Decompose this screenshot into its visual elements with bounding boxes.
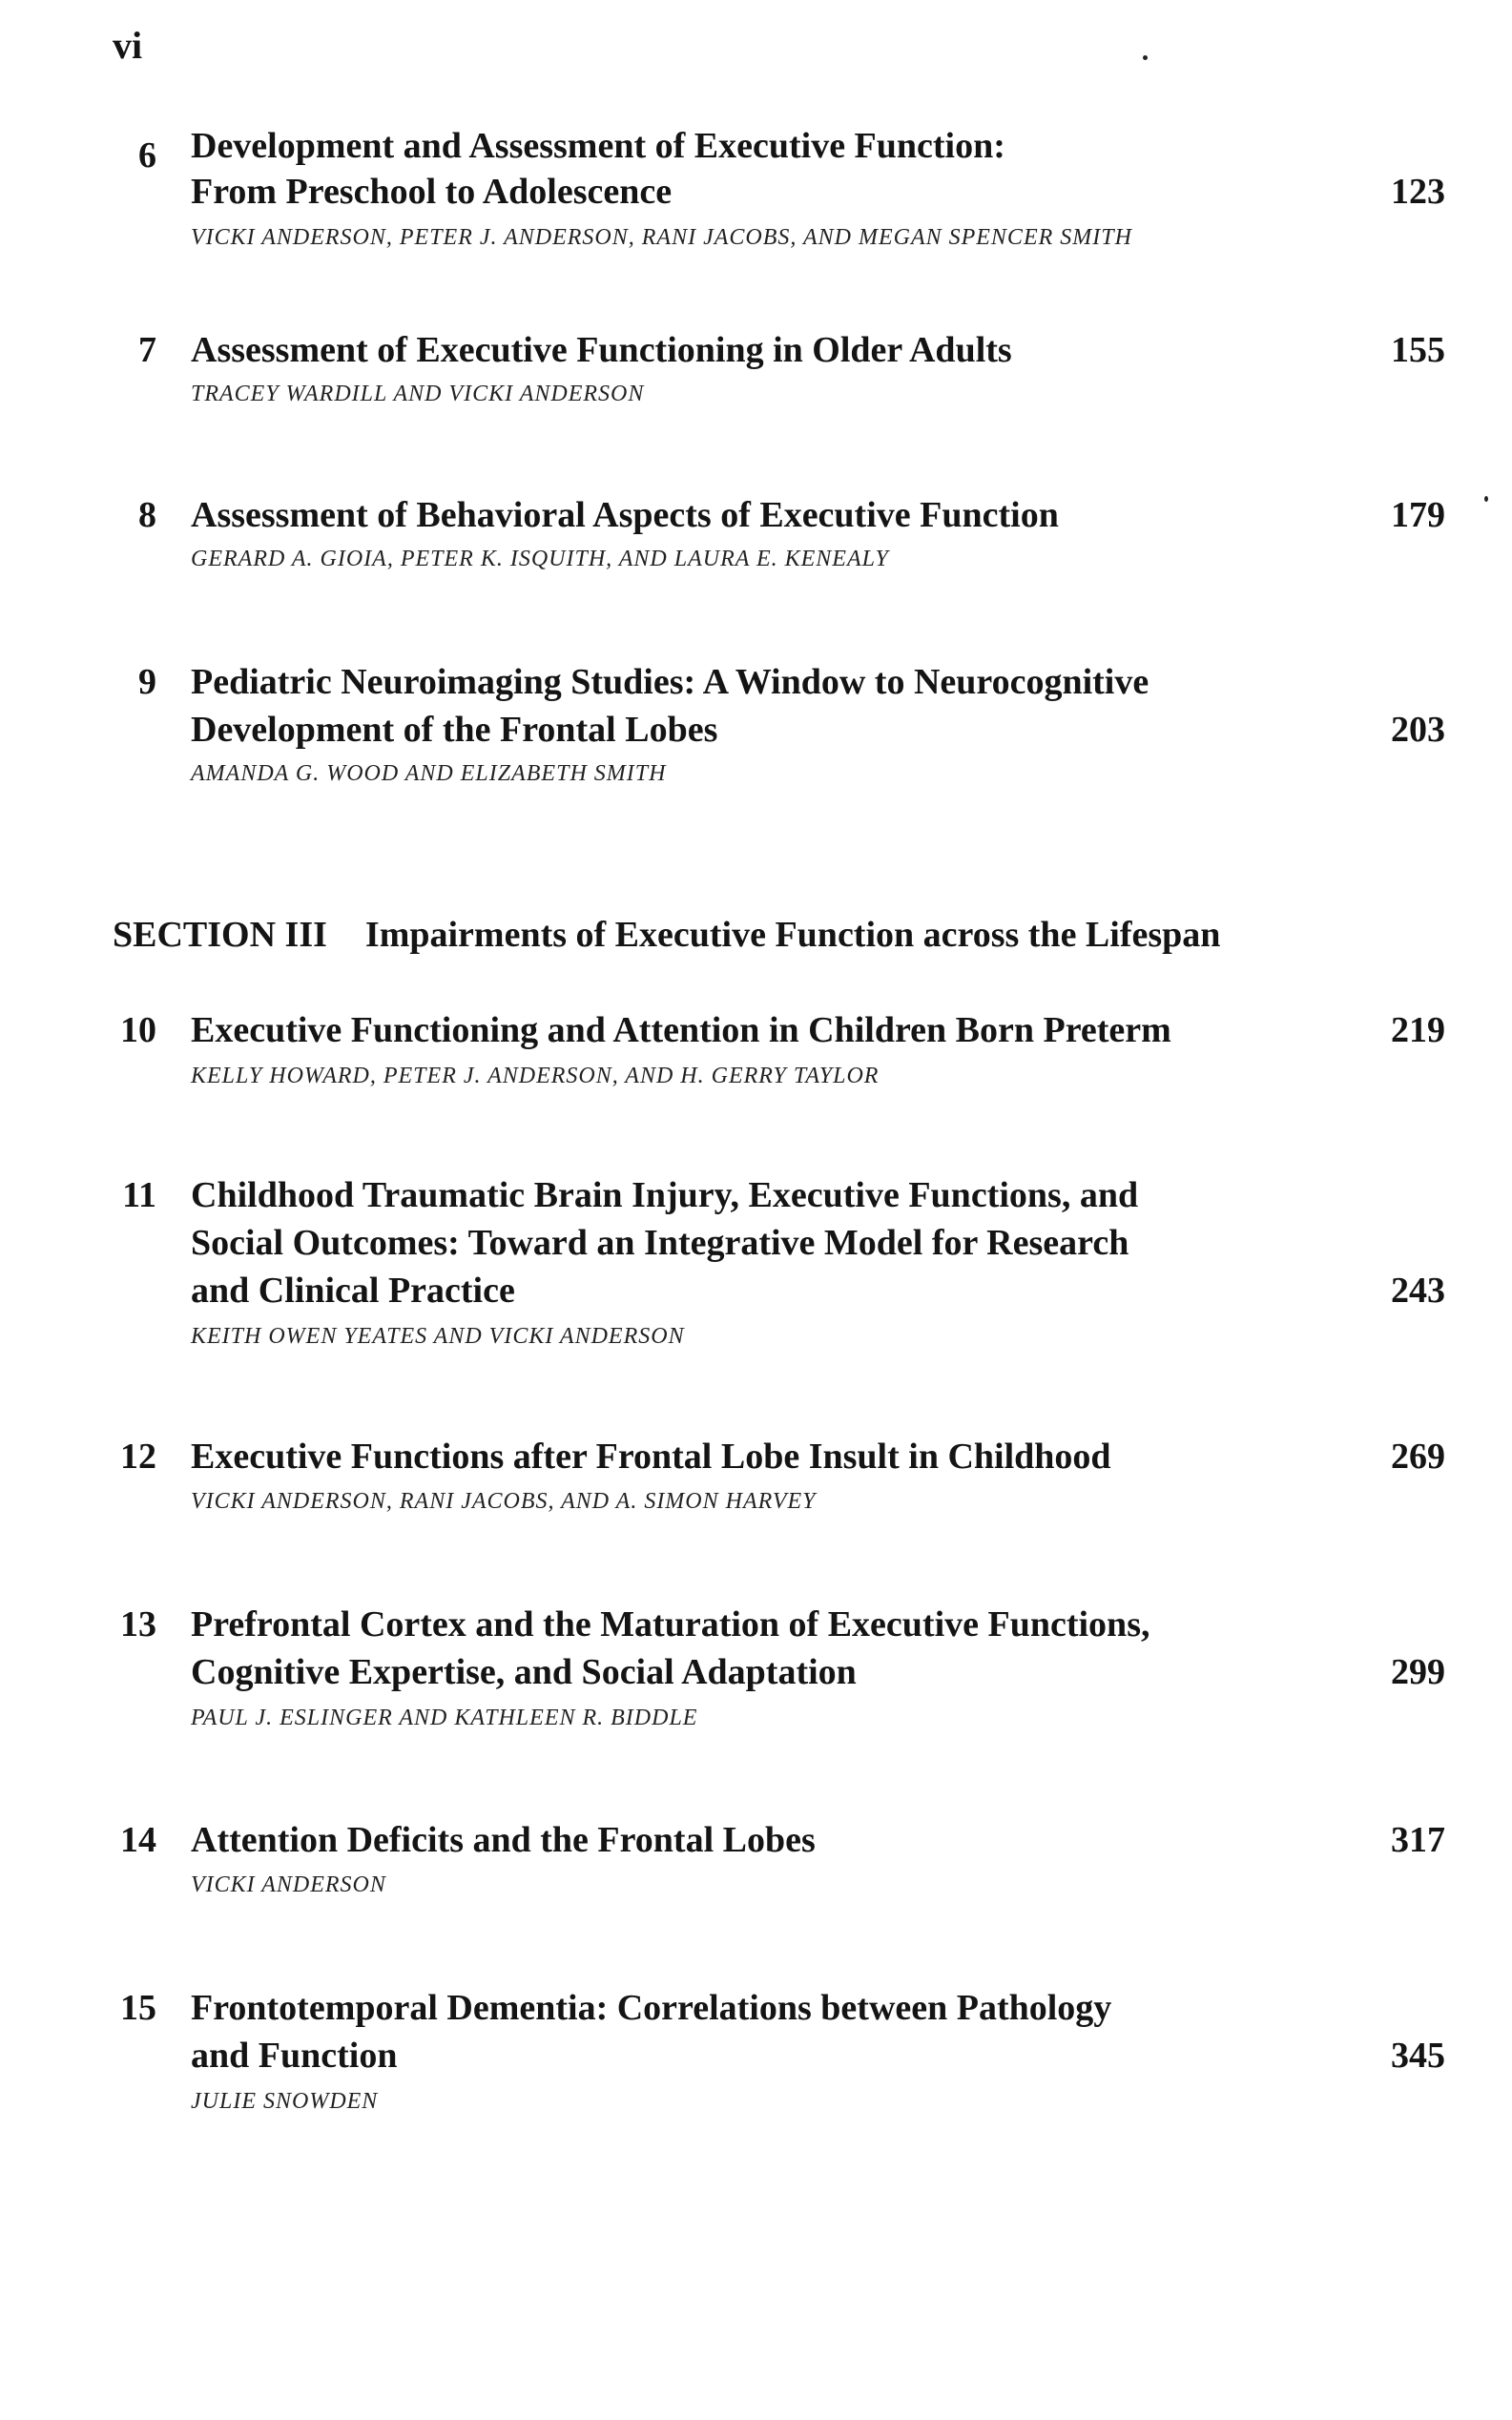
- chapter-authors: VICKI ANDERSON, RANI JACOBS, AND A. SIMON HARVEY: [191, 1489, 817, 1514]
- chapter-title-line: Executive Functioning and Attention in Children Born Preterm: [191, 1010, 1171, 1050]
- chapter-title-line: Childhood Traumatic Brain Injury, Executive Functions, and: [191, 1175, 1139, 1215]
- chapter-number: 8: [138, 495, 156, 535]
- chapter-number: 13: [120, 1604, 156, 1644]
- chapter-title-line: and Clinical Practice: [191, 1271, 515, 1311]
- chapter-title-line: Prefrontal Cortex and the Maturation of Executive Functions,: [191, 1604, 1150, 1644]
- chapter-authors: GERARD A. GIOIA, PETER K. ISQUITH, AND LAURA E. KENEALY: [191, 547, 889, 571]
- page-number: 203: [1391, 710, 1445, 750]
- chapter-title-line: Social Outcomes: Toward an Integrative Model for Research: [191, 1223, 1129, 1263]
- page-number: 243: [1391, 1271, 1445, 1311]
- chapter-title-line: Development of the Frontal Lobes: [191, 710, 718, 750]
- page-number: 317: [1391, 1820, 1445, 1860]
- chapter-number: 11: [122, 1175, 156, 1215]
- chapter-number: 9: [138, 662, 156, 702]
- chapter-title-line: Assessment of Executive Functioning in Older Adults: [191, 330, 1012, 370]
- chapter-title-line: Cognitive Expertise, and Social Adaptation: [191, 1652, 857, 1692]
- page-number: 123: [1391, 172, 1445, 212]
- chapter-number: 6: [138, 135, 156, 176]
- chapter-title-line: Pediatric Neuroimaging Studies: A Window to Neurocognitive: [191, 662, 1150, 702]
- chapter-title-line: Executive Functions after Frontal Lobe Insult in Childhood: [191, 1437, 1111, 1477]
- chapter-authors: KELLY HOWARD, PETER J. ANDERSON, AND H. GERRY TAYLOR: [191, 1064, 880, 1088]
- chapter-authors: PAUL J. ESLINGER AND KATHLEEN R. BIDDLE: [191, 1706, 698, 1730]
- chapter-title-line: and Function: [191, 2036, 398, 2076]
- chapter-authors: VICKI ANDERSON: [191, 1872, 386, 1897]
- page-number: 269: [1391, 1437, 1445, 1477]
- chapter-number: 15: [120, 1988, 156, 2028]
- section-title: Impairments of Executive Function across the Lifespan: [364, 915, 1221, 955]
- chapter-number: 7: [138, 330, 156, 370]
- page-number: 219: [1391, 1010, 1445, 1050]
- chapter-number: 12: [120, 1437, 156, 1477]
- chapter-title-line: Attention Deficits and the Frontal Lobes: [191, 1820, 816, 1860]
- chapter-title-line: Frontotemporal Dementia: Correlations between Pathology: [191, 1988, 1112, 2028]
- page-number: 179: [1391, 495, 1445, 535]
- chapter-authors: VICKI ANDERSON, PETER J. ANDERSON, RANI JACOBS, AND MEGAN SPENCER SMITH: [191, 225, 1132, 250]
- page-folio: vi: [113, 24, 143, 67]
- chapter-title-line: Assessment of Behavioral Aspects of Executive Function: [191, 495, 1059, 535]
- section-heading: [113, 911, 1220, 959]
- chapter-title-line: Development and Assessment of Executive Function:: [191, 126, 1005, 166]
- scan-speck: [1143, 55, 1148, 60]
- chapter-title-line: From Preschool to Adolescence: [191, 172, 673, 212]
- page-number: 155: [1391, 330, 1445, 370]
- chapter-authors: AMANDA G. WOOD AND ELIZABETH SMITH: [191, 761, 667, 786]
- chapter-authors: JULIE SNOWDEN: [191, 2089, 379, 2114]
- page-number: 345: [1391, 2036, 1445, 2076]
- section-label: SECTION III: [113, 915, 327, 955]
- chapter-number: 14: [120, 1820, 156, 1860]
- scan-speck: [1484, 496, 1488, 502]
- page-number: 299: [1391, 1652, 1445, 1692]
- chapter-authors: TRACEY WARDILL AND VICKI ANDERSON: [191, 382, 645, 406]
- chapter-authors: KEITH OWEN YEATES AND VICKI ANDERSON: [191, 1324, 685, 1349]
- chapter-number: 10: [120, 1010, 156, 1050]
